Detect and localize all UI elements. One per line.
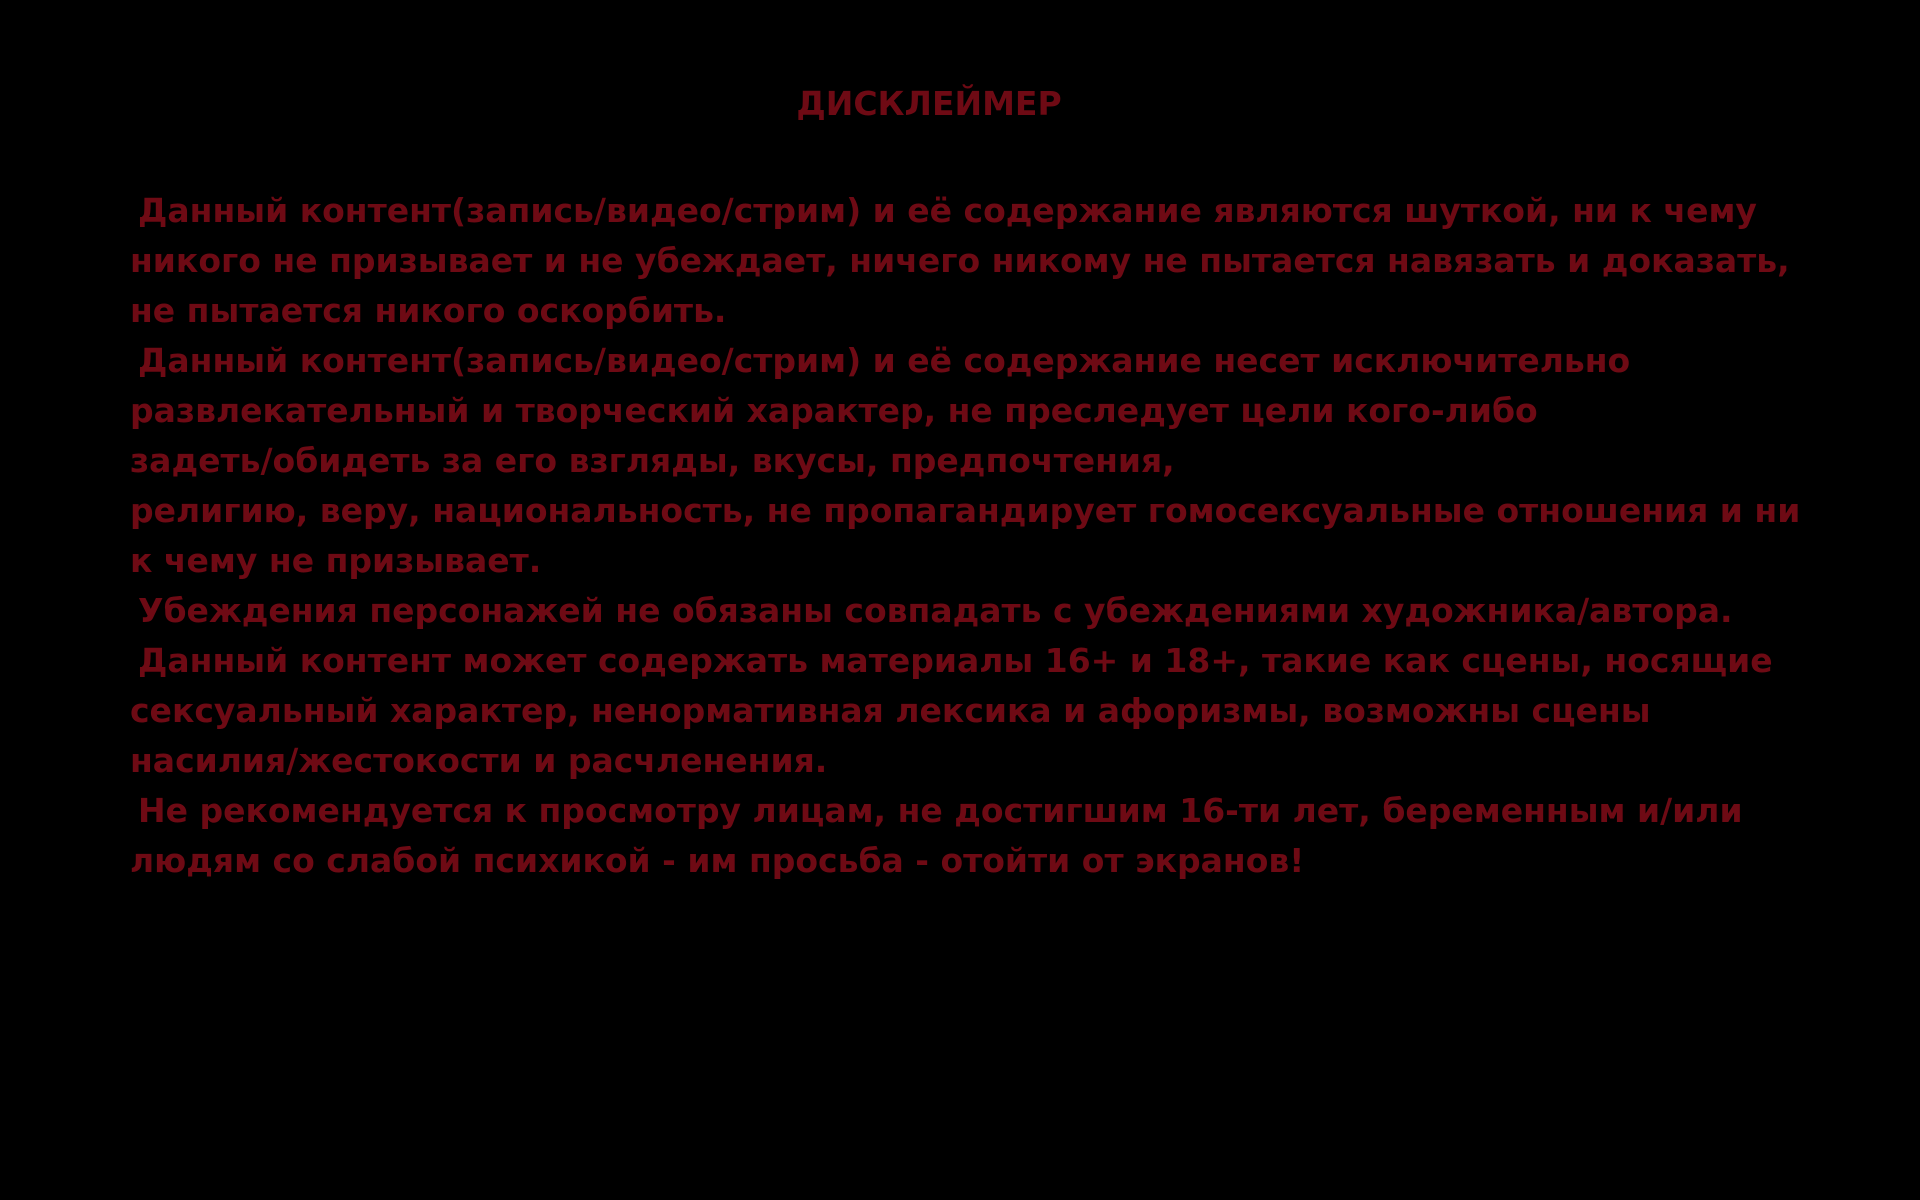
- disclaimer-line: людям со слабой психикой - им просьба - отойти от экранов!: [130, 841, 1305, 880]
- disclaimer-title: ДИСКЛЕЙМЕР: [796, 84, 1062, 123]
- disclaimer-body: [130, 186, 1850, 886]
- disclaimer-line: развлекательный и творческий характер, не преследует цели кого-либо: [130, 391, 1538, 430]
- disclaimer-line: Данный контент(запись/видео/стрим) и её содержание несет исключительно: [138, 341, 1631, 380]
- disclaimer-line: насилия/жестокости и расчленения.: [130, 741, 828, 780]
- disclaimer-line: к чему не призывает.: [130, 541, 542, 580]
- disclaimer-line: Данный контент может содержать материалы 16+ и 18+, такие как сцены, носящие: [138, 641, 1773, 680]
- disclaimer-line: задеть/обидеть за его взгляды, вкусы, предпочтения,: [130, 441, 1175, 480]
- disclaimer-line: никого не призывает и не убеждает, ничего никому не пытается навязать и доказать,: [130, 241, 1790, 280]
- disclaimer-line: Убеждения персонажей не обязаны совпадать с убеждениями художника/автора.: [138, 591, 1733, 630]
- disclaimer-line: не пытается никого оскорбить.: [130, 291, 727, 330]
- disclaimer-line: Не рекомендуется к просмотру лицам, не достигшим 16-ти лет, беременным и/или: [138, 791, 1743, 830]
- disclaimer-line: сексуальный характер, ненормативная лексика и афоризмы, возможны сцены: [130, 691, 1651, 730]
- disclaimer-line: религию, веру, национальность, не пропагандирует гомосексуальные отношения и ни: [130, 491, 1801, 530]
- disclaimer-line: Данный контент(запись/видео/стрим) и её содержание являются шуткой, ни к чему: [138, 191, 1757, 230]
